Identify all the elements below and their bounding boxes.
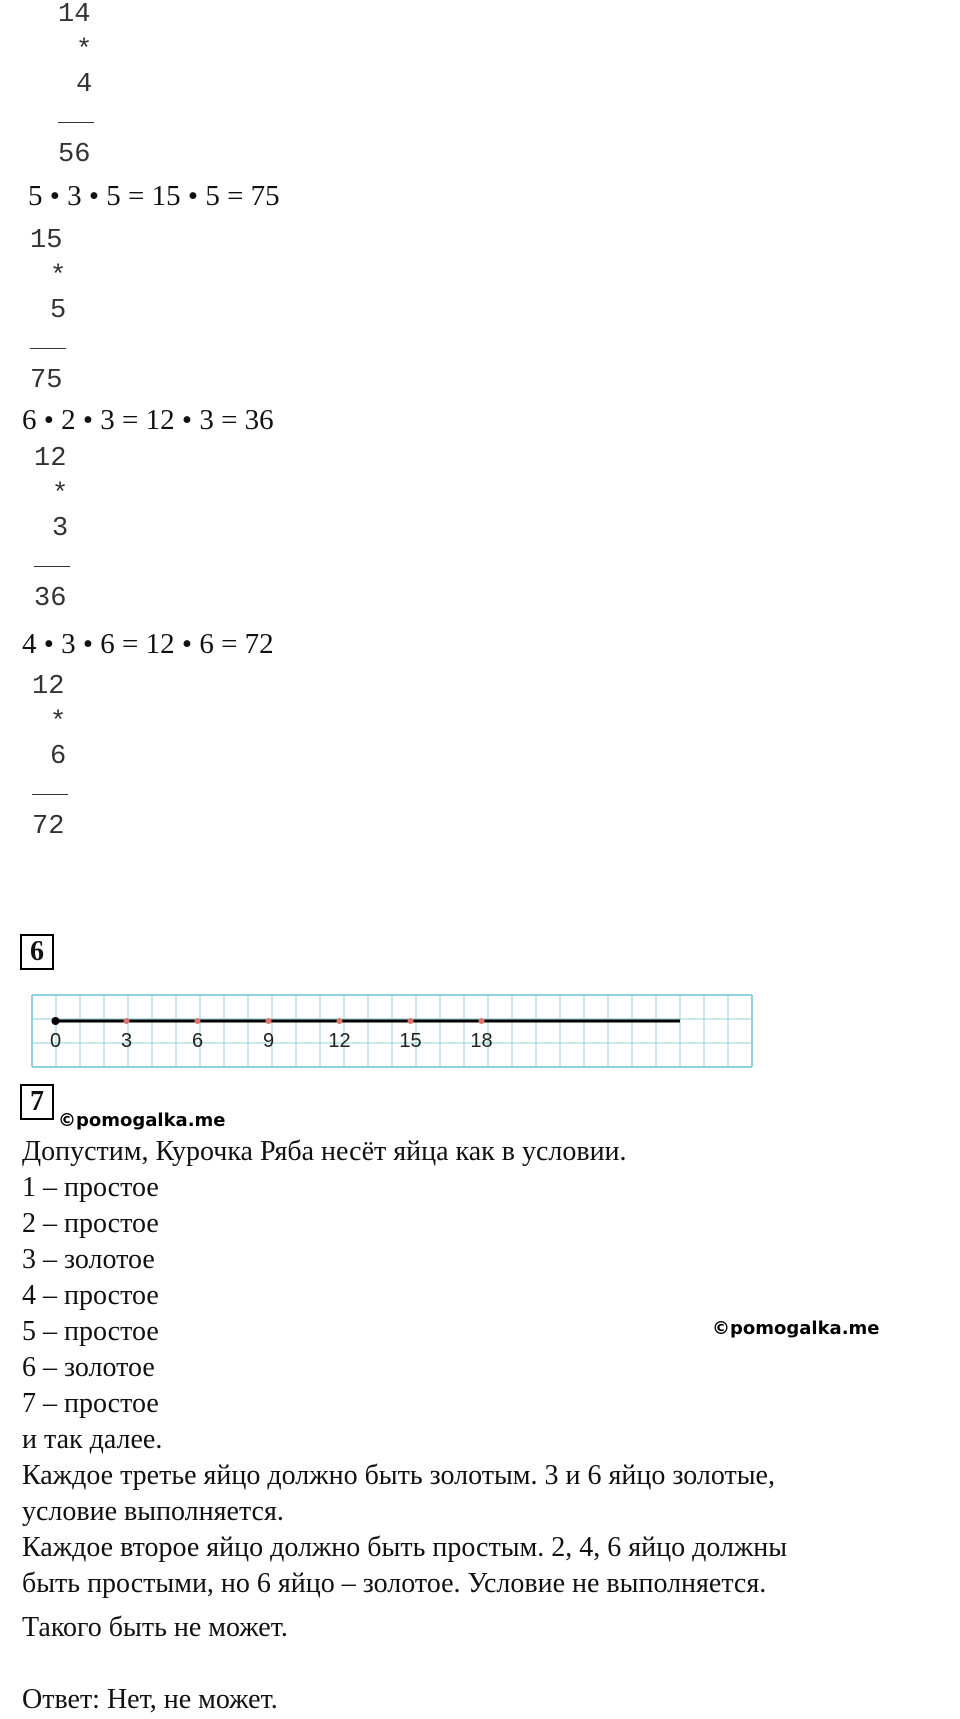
calc1-op: *	[76, 36, 93, 66]
calc2-b: 5	[50, 296, 67, 326]
expr2: 5 • 3 • 5 = 15 • 5 = 75	[28, 180, 280, 212]
calc3-b: 3	[52, 514, 69, 544]
task7-line-6: 6 – золотое	[22, 1352, 155, 1383]
calc4-op: *	[50, 708, 67, 738]
task7-line-0: Допустим, Курочка Ряба несёт яйца как в условии.	[22, 1136, 627, 1167]
calc1-result: 56	[58, 140, 91, 170]
tick-dot	[479, 1018, 485, 1024]
calc4-a: 12	[32, 672, 65, 702]
tick-label: 6	[191, 1030, 204, 1052]
calc3-op: *	[52, 480, 69, 510]
task6-number: 6	[20, 934, 54, 970]
calc1-bar	[58, 122, 94, 123]
task7-line-11: Каждое второе яйцо должно быть простым. 2, 4, 6 яйцо должны	[22, 1532, 788, 1563]
calc2-result: 75	[30, 366, 63, 396]
watermark-right: ©pomogalka.me	[712, 1318, 880, 1339]
task7-line-7: 7 – простое	[22, 1388, 159, 1419]
calc3-result: 36	[34, 584, 67, 614]
tick-dot	[408, 1018, 414, 1024]
tick-label: 3	[120, 1030, 133, 1052]
calc2-op: *	[50, 262, 67, 292]
task7-line-3: 3 – золотое	[22, 1244, 155, 1275]
calc3-bar	[34, 566, 70, 567]
task7-line-12: быть простыми, но 6 яйцо – золотое. Условие не выполняется.	[22, 1568, 767, 1599]
tick-dot	[337, 1018, 343, 1024]
tick-dot	[124, 1018, 130, 1024]
calc4-b: 6	[50, 742, 67, 772]
expr3: 6 • 2 • 3 = 12 • 3 = 36	[22, 404, 274, 436]
task7-line-8: и так далее.	[22, 1424, 163, 1455]
calc4-bar	[32, 794, 68, 795]
tick-dot	[266, 1018, 272, 1024]
tick-dot	[52, 1017, 60, 1025]
task7-answer: Ответ: Нет, не может.	[22, 1684, 278, 1715]
calc1-a: 14	[58, 0, 91, 30]
task7-line-10: условие выполняется.	[22, 1496, 284, 1527]
calc2-bar	[30, 348, 66, 349]
calc1-b: 4	[76, 70, 93, 100]
tick-label: 18	[470, 1030, 493, 1052]
calc3-a: 12	[34, 444, 67, 474]
task7-line-13: Такого быть не может.	[22, 1612, 288, 1643]
calc4-result: 72	[32, 812, 65, 842]
watermark-top: ©pomogalka.me	[58, 1110, 226, 1131]
expr4: 4 • 3 • 6 = 12 • 6 = 72	[22, 628, 274, 660]
number-line-axis	[50, 1017, 680, 1052]
number-line-figure	[28, 992, 776, 1070]
task7-line-5: 5 – простое	[22, 1316, 159, 1347]
task7-line-2: 2 – простое	[22, 1208, 159, 1239]
calc2-a: 15	[30, 226, 63, 256]
task7-line-4: 4 – простое	[22, 1280, 159, 1311]
number-line-grid	[32, 995, 752, 1067]
tick-label: 12	[328, 1030, 351, 1052]
task7-line-9: Каждое третье яйцо должно быть золотым. 3 и 6 яйцо золотые,	[22, 1460, 775, 1491]
tick-label: 0	[49, 1030, 62, 1052]
tick-label: 15	[399, 1030, 422, 1052]
tick-label: 9	[262, 1030, 275, 1052]
tick-dot	[195, 1018, 201, 1024]
task7-line-1: 1 – простое	[22, 1172, 159, 1203]
task7-number: 7	[20, 1084, 54, 1120]
